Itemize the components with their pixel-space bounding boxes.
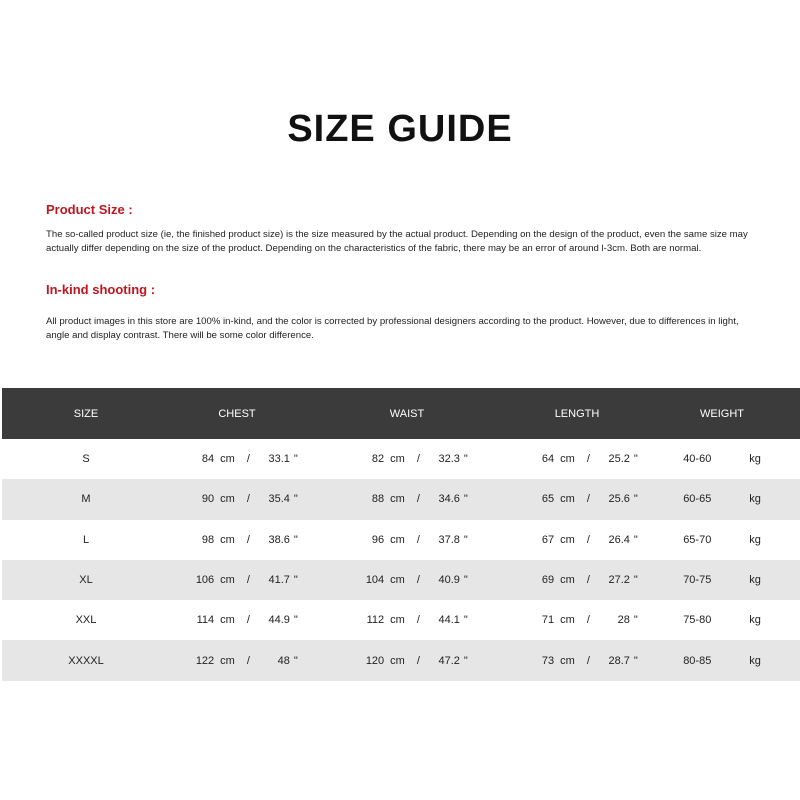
- weight-unit: kg: [749, 574, 761, 587]
- table-row: [2, 560, 800, 600]
- length-inch-mark: ": [633, 453, 638, 466]
- weight-cell: [644, 600, 800, 640]
- length-slash: /: [586, 533, 590, 546]
- waist-inch-value: 47.2: [438, 654, 460, 667]
- waist-cm-value: 82: [371, 453, 385, 466]
- chest-inch-value: 44.9: [268, 614, 290, 627]
- waist-cell: [304, 479, 510, 519]
- length-inch-value: 25.6: [608, 493, 630, 506]
- table-header: [2, 388, 800, 439]
- header-waist: WAIST: [389, 407, 425, 420]
- length-inch-mark: ": [633, 533, 638, 546]
- chest-cm-unit: cm: [220, 614, 235, 627]
- weight-cell: [644, 560, 800, 600]
- waist-cm-unit: cm: [390, 654, 405, 667]
- weight-range: 60-65: [683, 493, 712, 506]
- waist-slash: /: [416, 614, 420, 627]
- chest-slash: /: [246, 654, 250, 667]
- chest-inch-mark: ": [293, 493, 298, 506]
- size-table: [2, 388, 800, 681]
- waist-slash: /: [416, 574, 420, 587]
- page-title: SIZE GUIDE: [287, 108, 513, 150]
- chest-cm-unit: cm: [220, 533, 235, 546]
- length-slash: /: [586, 614, 590, 627]
- chest-cm-unit: cm: [220, 453, 235, 466]
- weight-unit: kg: [749, 654, 761, 667]
- length-cell: [510, 439, 644, 479]
- size-cell: M: [81, 493, 91, 506]
- waist-inch-mark: ": [463, 574, 468, 587]
- chest-cell: [170, 560, 304, 600]
- waist-cm-unit: cm: [390, 453, 405, 466]
- chest-slash: /: [246, 614, 250, 627]
- product-size-text: The so-called product size (ie, the finished product size) is the size measured by the actual product. Depending on the design of the product, even the same size may actually differ depending on the size of the product. Depending on the characteristics of the fabric, there may be an error of around l-3cm. Both are normal.: [46, 229, 748, 254]
- header-weight: WEIGHT: [700, 407, 744, 420]
- chest-slash: /: [246, 533, 250, 546]
- length-slash: /: [586, 574, 590, 587]
- table-row: [2, 640, 800, 680]
- header-chest: CHEST: [218, 407, 256, 420]
- weight-unit: kg: [749, 493, 761, 506]
- waist-cell: [304, 640, 510, 680]
- header-length: LENGTH: [554, 407, 600, 420]
- chest-slash: /: [246, 493, 250, 506]
- waist-cell: [304, 560, 510, 600]
- chest-cm-unit: cm: [220, 574, 235, 587]
- length-cm-unit: cm: [560, 453, 575, 466]
- chest-inch-value: 48: [277, 654, 290, 667]
- weight-cell: [644, 479, 800, 519]
- waist-cell: [304, 600, 510, 640]
- weight-unit: kg: [749, 453, 761, 466]
- waist-inch-mark: ": [463, 453, 468, 466]
- waist-cell: [304, 520, 510, 560]
- chest-inch-value: 33.1: [268, 453, 290, 466]
- weight-cell: [644, 439, 800, 479]
- length-cm-unit: cm: [560, 533, 575, 546]
- length-cm-value: 73: [541, 654, 555, 667]
- table-body: [2, 439, 800, 681]
- in-kind-text: All product images in this store are 100% in-kind, and the color is corrected by professional designers according to the product. However, due to differences in light, angle and display contrast. There will be some color difference.: [46, 316, 739, 341]
- length-cm-unit: cm: [560, 493, 575, 506]
- weight-range: 40-60: [683, 453, 712, 466]
- chest-cm-value: 122: [195, 654, 215, 667]
- chest-inch-mark: ": [293, 453, 298, 466]
- waist-inch-mark: ": [463, 614, 468, 627]
- weight-unit: kg: [749, 614, 761, 627]
- length-inch-value: 25.2: [608, 453, 630, 466]
- size-cell: XL: [79, 574, 93, 587]
- length-inch-value: 27.2: [608, 574, 630, 587]
- weight-range: 65-70: [683, 533, 712, 546]
- in-kind-heading: In-kind shooting :: [46, 282, 156, 297]
- chest-cm-value: 84: [201, 453, 215, 466]
- length-cell: [510, 640, 644, 680]
- waist-inch-mark: ": [463, 533, 468, 546]
- header-size: SIZE: [73, 407, 99, 420]
- length-inch-value: 28: [617, 614, 630, 627]
- table-row: [2, 439, 800, 479]
- length-cm-value: 65: [541, 493, 555, 506]
- weight-unit: kg: [749, 533, 761, 546]
- weight-range: 70-75: [683, 574, 712, 587]
- size-cell: L: [82, 533, 90, 546]
- waist-inch-value: 44.1: [438, 614, 460, 627]
- waist-cm-unit: cm: [390, 533, 405, 546]
- waist-inch-value: 37.8: [438, 533, 460, 546]
- length-cm-unit: cm: [560, 654, 575, 667]
- waist-slash: /: [416, 654, 420, 667]
- table-row: [2, 600, 800, 640]
- chest-cm-value: 90: [201, 493, 215, 506]
- length-cell: [510, 560, 644, 600]
- length-inch-mark: ": [633, 493, 638, 506]
- chest-cell: [170, 439, 304, 479]
- waist-slash: /: [416, 453, 420, 466]
- length-slash: /: [586, 453, 590, 466]
- waist-cm-value: 96: [371, 533, 385, 546]
- product-size-heading: Product Size :: [46, 202, 133, 217]
- chest-cm-value: 106: [195, 574, 215, 587]
- weight-range: 80-85: [683, 654, 712, 667]
- waist-cm-value: 120: [365, 654, 385, 667]
- size-cell: S: [82, 453, 90, 466]
- length-inch-mark: ": [633, 654, 638, 667]
- chest-cm-value: 98: [201, 533, 215, 546]
- chest-inch-mark: ": [293, 574, 298, 587]
- chest-inch-value: 38.6: [268, 533, 290, 546]
- length-slash: /: [586, 654, 590, 667]
- length-cell: [510, 600, 644, 640]
- waist-cm-value: 104: [365, 574, 385, 587]
- waist-slash: /: [416, 533, 420, 546]
- chest-cell: [170, 479, 304, 519]
- chest-inch-value: 35.4: [268, 493, 290, 506]
- chest-cell: [170, 600, 304, 640]
- weight-cell: [644, 520, 800, 560]
- waist-cm-unit: cm: [390, 493, 405, 506]
- table-row: [2, 479, 800, 519]
- waist-cm-value: 88: [371, 493, 385, 506]
- table-row: [2, 520, 800, 560]
- length-cm-value: 67: [541, 533, 555, 546]
- waist-inch-mark: ": [463, 654, 468, 667]
- chest-inch-mark: ": [293, 654, 298, 667]
- chest-slash: /: [246, 574, 250, 587]
- length-inch-value: 26.4: [608, 533, 630, 546]
- waist-slash: /: [416, 493, 420, 506]
- waist-inch-value: 40.9: [438, 574, 460, 587]
- length-cell: [510, 520, 644, 560]
- length-inch-mark: ": [633, 574, 638, 587]
- chest-cell: [170, 520, 304, 560]
- weight-range: 75-80: [683, 614, 712, 627]
- waist-cell: [304, 439, 510, 479]
- waist-cm-unit: cm: [390, 574, 405, 587]
- weight-cell: [644, 640, 800, 680]
- length-cm-value: 69: [541, 574, 555, 587]
- size-cell: XXL: [75, 614, 97, 627]
- chest-slash: /: [246, 453, 250, 466]
- chest-cm-value: 114: [196, 614, 215, 627]
- chest-cm-unit: cm: [220, 493, 235, 506]
- chest-inch-value: 41.7: [268, 574, 290, 587]
- length-inch-mark: ": [633, 614, 638, 627]
- length-inch-value: 28.7: [608, 654, 630, 667]
- chest-inch-mark: ": [293, 533, 298, 546]
- length-cm-value: 64: [541, 453, 555, 466]
- length-slash: /: [586, 493, 590, 506]
- waist-inch-mark: ": [463, 493, 468, 506]
- chest-cell: [170, 640, 304, 680]
- waist-inch-value: 34.6: [438, 493, 460, 506]
- length-cm-unit: cm: [560, 574, 575, 587]
- waist-inch-value: 32.3: [438, 453, 460, 466]
- size-cell: XXXXL: [68, 654, 104, 667]
- chest-cm-unit: cm: [220, 654, 235, 667]
- waist-cm-value: 112: [366, 614, 385, 627]
- length-cm-value: 71: [541, 614, 555, 627]
- length-cell: [510, 479, 644, 519]
- length-cm-unit: cm: [560, 614, 575, 627]
- chest-inch-mark: ": [293, 614, 298, 627]
- waist-cm-unit: cm: [390, 614, 405, 627]
